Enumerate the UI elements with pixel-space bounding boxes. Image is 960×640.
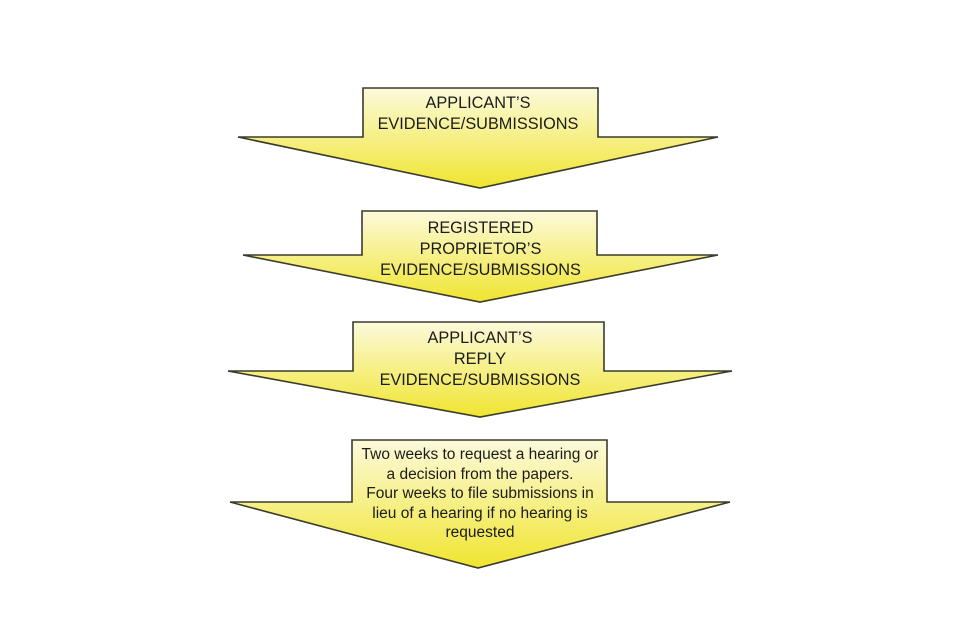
flow-step-4-label bbox=[230, 445, 730, 543]
flow-step-3-label bbox=[228, 328, 732, 391]
label-line: EVIDENCE/SUBMISSIONS bbox=[379, 371, 581, 389]
label-line: EVIDENCE/SUBMISSIONS bbox=[377, 115, 579, 133]
label-line: PROPRIETOR’S bbox=[419, 240, 542, 258]
label-line: lieu of a hearing if no hearing is bbox=[372, 504, 588, 522]
label-line: APPLICANT’S bbox=[427, 329, 533, 347]
label-line: Four weeks to file submissions in bbox=[366, 485, 594, 502]
flow-step-4 bbox=[230, 440, 730, 568]
flow-step-2-label bbox=[243, 218, 718, 281]
label-line: EVIDENCE/SUBMISSIONS bbox=[380, 261, 581, 279]
flow-step-3 bbox=[228, 322, 732, 417]
label-line: REPLY bbox=[453, 350, 507, 368]
label-line: APPLICANT’S bbox=[425, 94, 531, 112]
flow-step-1-label bbox=[238, 93, 718, 135]
label-line: a decision from the papers. bbox=[386, 465, 574, 483]
label-line: REGISTERED bbox=[427, 219, 534, 237]
label-line: Two weeks to request a hearing or bbox=[361, 446, 599, 463]
label-line: requested bbox=[445, 524, 515, 541]
flow-step-1 bbox=[238, 88, 718, 188]
flow-step-2 bbox=[243, 211, 718, 302]
